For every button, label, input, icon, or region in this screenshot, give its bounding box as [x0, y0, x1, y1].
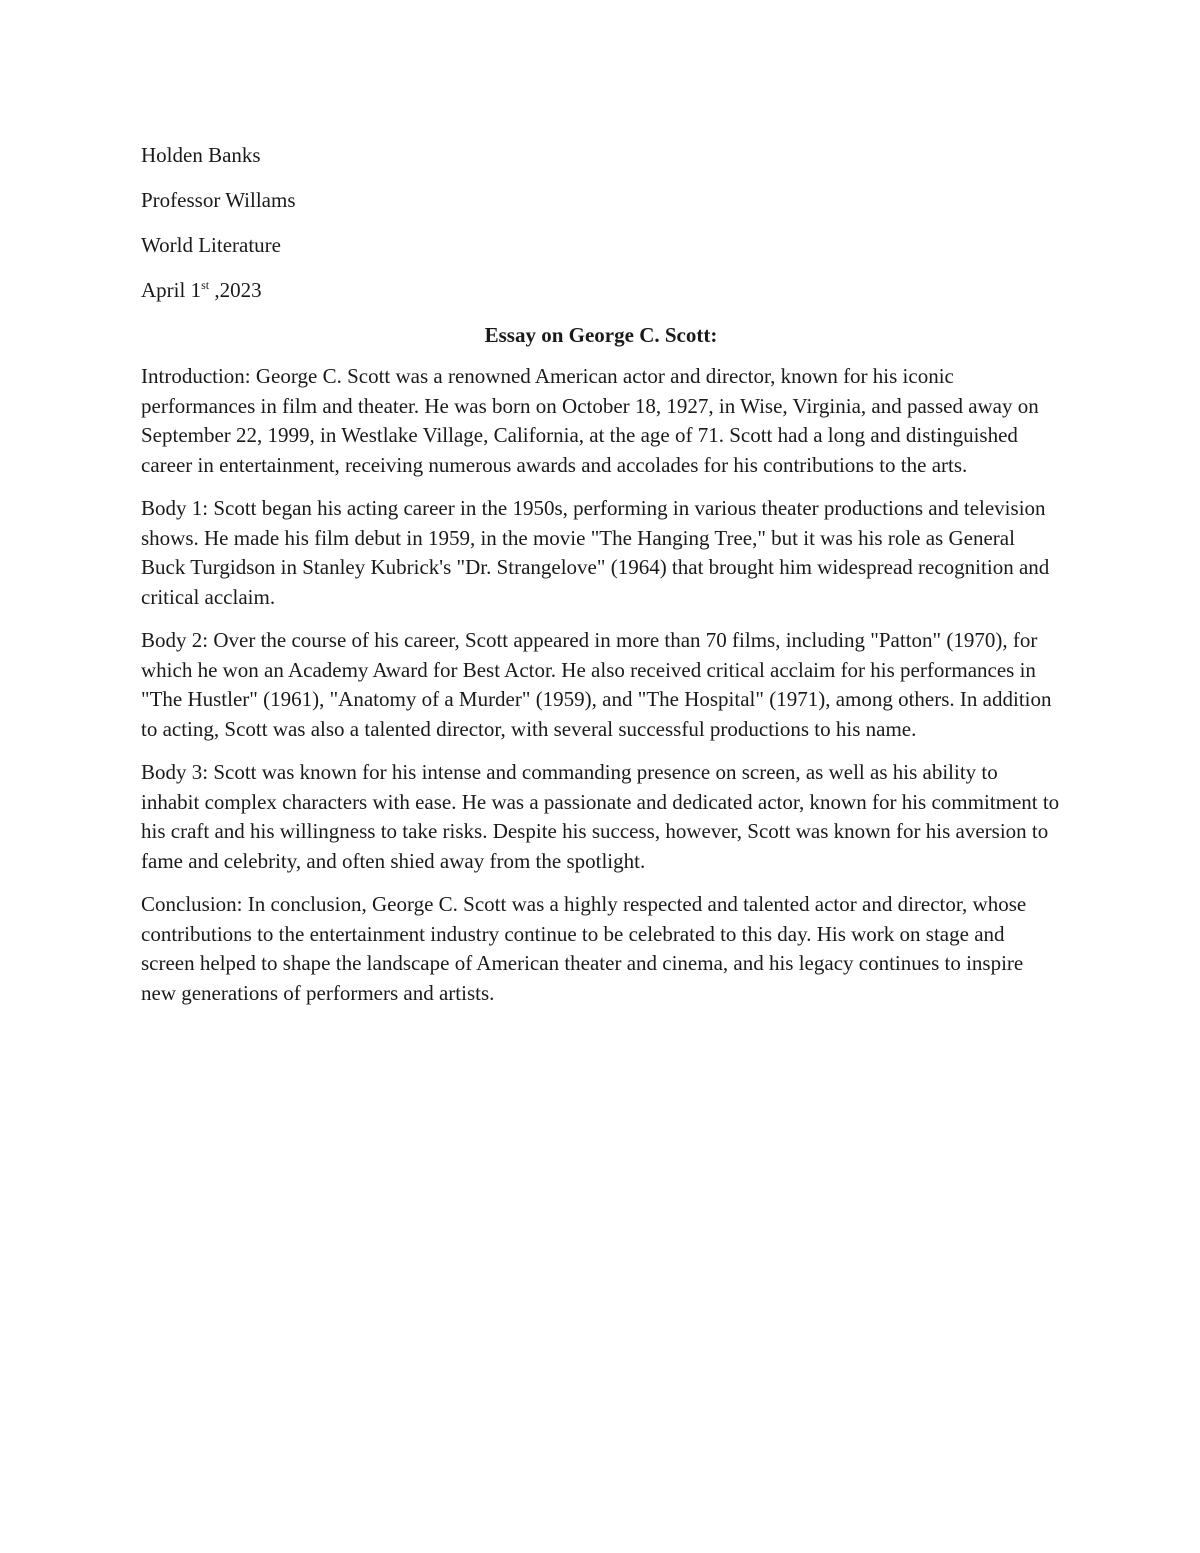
paragraph-conclusion: Conclusion: In conclusion, George C. Scott was a highly respected and talented actor and director, whose contributions to the entertainment industry continue to be celebrated to this day. His work on stage and screen helped to shape the landscape of American theater and cinema, and his legacy continues to inspire new generations of performers and artists. [141, 892, 1027, 1005]
date-line [141, 275, 1061, 305]
paragraph-body-2: Body 2: Over the course of his career, Scott appeared in more than 70 films, including "Patton" (1970), for which he won an Academy Award for Best Actor. He also received critical acclaim for his performances in "The Hustler" (1961), "Anatomy of a Murder" (1959), and "The Hospital" (1971), among others. In addition to acting, Scott was also a talented director, with several successful productions to his name. [141, 628, 1052, 741]
paragraph-introduction: Introduction: George C. Scott was a renowned American actor and director, known for his iconic performances in film and theater. He was born on October 18, 1927, in Wise, Virginia, and passed away on September 22, 1999, in Westlake Village, California, at the age of 71. Scott had a long and distinguished career in entertainment, receiving numerous awards and accolades for his contributions to the arts. [141, 364, 1039, 477]
document-page [141, 140, 1061, 1022]
paragraph-body-3: Body 3: Scott was known for his intense and commanding presence on screen, as well as his ability to inhabit complex characters with ease. He was a passionate and dedicated actor, known for his commitment to his craft and his willingness to take risks. Despite his success, however, Scott was known for his aversion to fame and celebrity, and often shied away from the spotlight. [141, 760, 1060, 873]
paragraph-body-1: Body 1: Scott began his acting career in the 1950s, performing in various theater productions and television shows. He made his film debut in 1959, in the movie "The Hanging Tree," but it was his role as General Buck Turgidson in Stanley Kubrick's "Dr. Strangelove" (1964) that brought him widespread recognition and critical acclaim. [141, 496, 1050, 609]
essay-title: Essay on George C. Scott: [484, 323, 718, 347]
date-prefix: April 1 [141, 278, 202, 302]
professor-name: Professor Willams [141, 188, 296, 212]
date-ordinal: st [201, 278, 210, 292]
student-name: Holden Banks [141, 143, 261, 167]
course-name: World Literature [141, 233, 281, 257]
date-suffix: ,2023 [209, 278, 262, 302]
